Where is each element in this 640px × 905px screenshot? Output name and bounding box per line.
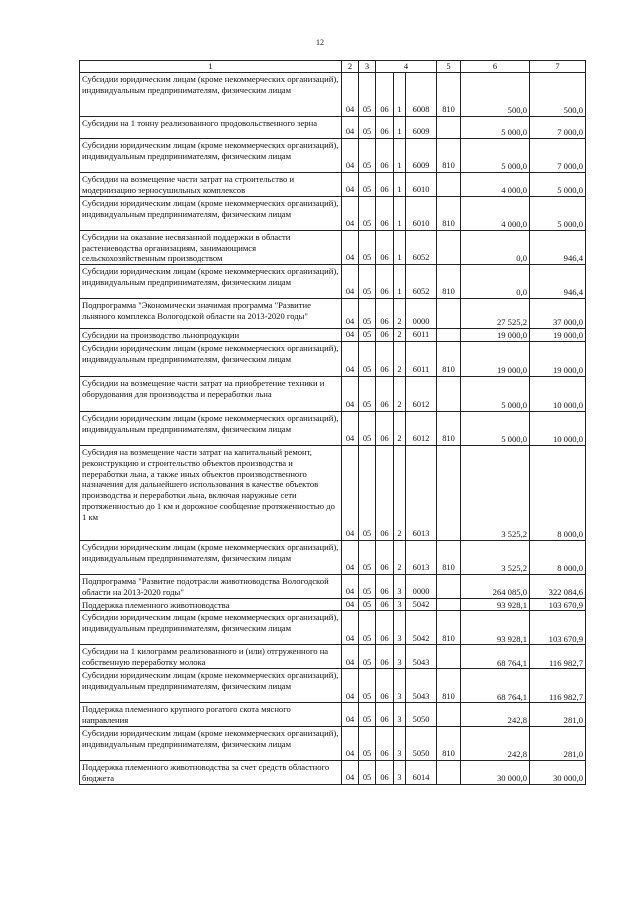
code-article-c: 6009	[406, 116, 437, 138]
amount-col-6: 5 000,0	[461, 138, 530, 172]
table-row	[80, 645, 586, 669]
code-subsection: 05	[359, 445, 376, 540]
code-article-a: 06	[376, 669, 394, 703]
code-section: 04	[342, 72, 359, 116]
amount-col-6: 0,0	[461, 265, 530, 299]
row-name: Субсидии юридическим лицам (кроме некоммерческих организаций), индивидуальным предпринимателям, физическим лицам	[80, 669, 342, 703]
amount-col-6: 5 000,0	[461, 411, 530, 445]
code-expense-type	[437, 172, 461, 196]
code-article-b: 1	[394, 116, 406, 138]
code-section: 04	[342, 265, 359, 299]
row-name: Подпрограмма "Развитие подотрасли животноводства Вологодской области на 2013-2020 годы"	[80, 574, 342, 598]
table-row	[80, 703, 586, 727]
table-row	[80, 376, 586, 411]
amount-col-7: 5 000,0	[530, 196, 586, 230]
code-subsection: 05	[359, 376, 376, 411]
header-col-7: 7	[530, 61, 586, 73]
code-article-a: 06	[376, 645, 394, 669]
amount-col-7: 10 000,0	[530, 376, 586, 411]
code-article-b: 2	[394, 299, 406, 329]
table-row	[80, 172, 586, 196]
code-article-b: 3	[394, 574, 406, 598]
code-article-a: 06	[376, 265, 394, 299]
header-col-1: 1	[80, 61, 342, 73]
code-article-a: 06	[376, 598, 394, 611]
amount-col-6: 3 525,2	[461, 540, 530, 574]
row-name: Субсидии на производство льнопродукции	[80, 329, 342, 342]
code-section: 04	[342, 574, 359, 598]
amount-col-6: 3 525,2	[461, 445, 530, 540]
row-name: Субсидии юридическим лицам (кроме некоммерческих организаций), индивидуальным предпринимателям, физическим лицам	[80, 726, 342, 760]
code-expense-type: 810	[437, 669, 461, 703]
code-section: 04	[342, 598, 359, 611]
code-section: 04	[342, 726, 359, 760]
code-section: 04	[342, 341, 359, 376]
row-name: Поддержка племенного животноводства за счет средств областного бюджета	[80, 760, 342, 784]
code-section: 04	[342, 172, 359, 196]
code-article-c: 5043	[406, 669, 437, 703]
code-subsection: 05	[359, 574, 376, 598]
amount-col-6: 93 928,1	[461, 611, 530, 645]
code-article-b: 2	[394, 341, 406, 376]
code-article-b: 3	[394, 611, 406, 645]
code-subsection: 05	[359, 703, 376, 727]
code-article-b: 3	[394, 669, 406, 703]
code-article-c: 6014	[406, 760, 437, 784]
code-subsection: 05	[359, 299, 376, 329]
row-name: Субсидии на оказание несвязанной поддержки в области растениеводства организациям, занимающимся сельскохозяйственным производством	[80, 230, 342, 264]
table-row	[80, 411, 586, 445]
code-expense-type: 810	[437, 341, 461, 376]
code-section: 04	[342, 196, 359, 230]
code-article-b: 2	[394, 411, 406, 445]
amount-col-6: 4 000,0	[461, 172, 530, 196]
amount-col-7: 116 982,7	[530, 645, 586, 669]
amount-col-7: 7 000,0	[530, 138, 586, 172]
code-subsection: 05	[359, 760, 376, 784]
code-article-a: 06	[376, 611, 394, 645]
code-section: 04	[342, 329, 359, 342]
code-subsection: 05	[359, 598, 376, 611]
code-article-b: 3	[394, 760, 406, 784]
code-article-c: 6011	[406, 341, 437, 376]
row-name: Подпрограмма "Экономически значимая программа "Развитие льняного комплекса Вологодской области на 2013-2020 годы"	[80, 299, 342, 329]
amount-col-7: 8 000,0	[530, 540, 586, 574]
code-article-c: 6009	[406, 138, 437, 172]
row-name: Субсидии юридическим лицам (кроме некоммерческих организаций), индивидуальным предпринимателям, физическим лицам	[80, 540, 342, 574]
amount-col-7: 322 084,6	[530, 574, 586, 598]
code-article-b: 1	[394, 230, 406, 264]
code-expense-type	[437, 376, 461, 411]
amount-col-6: 5 000,0	[461, 376, 530, 411]
table-row	[80, 230, 586, 264]
amount-col-6: 5 000,0	[461, 116, 530, 138]
code-article-a: 06	[376, 726, 394, 760]
code-article-a: 06	[376, 540, 394, 574]
amount-col-6: 0,0	[461, 230, 530, 264]
code-article-a: 06	[376, 574, 394, 598]
code-section: 04	[342, 116, 359, 138]
amount-col-6: 242,8	[461, 726, 530, 760]
table-row	[80, 726, 586, 760]
row-name: Субсидии на возмещение части затрат на приобретение техники и оборудования для производства и переработки льна	[80, 376, 342, 411]
code-section: 04	[342, 703, 359, 727]
code-subsection: 05	[359, 726, 376, 760]
code-article-b: 1	[394, 72, 406, 116]
code-article-c: 6012	[406, 411, 437, 445]
code-section: 04	[342, 760, 359, 784]
code-subsection: 05	[359, 411, 376, 445]
code-expense-type	[437, 230, 461, 264]
code-article-b: 1	[394, 138, 406, 172]
amount-col-7: 30 000,0	[530, 760, 586, 784]
code-expense-type	[437, 329, 461, 342]
code-subsection: 05	[359, 265, 376, 299]
table-row	[80, 72, 586, 116]
code-article-c: 0000	[406, 574, 437, 598]
table-row	[80, 341, 586, 376]
code-expense-type	[437, 574, 461, 598]
amount-col-7: 946,4	[530, 230, 586, 264]
code-article-a: 06	[376, 445, 394, 540]
code-expense-type	[437, 645, 461, 669]
code-section: 04	[342, 299, 359, 329]
code-expense-type: 810	[437, 196, 461, 230]
code-article-c: 6010	[406, 196, 437, 230]
code-section: 04	[342, 411, 359, 445]
code-expense-type: 810	[437, 138, 461, 172]
table-row	[80, 598, 586, 611]
header-row	[80, 61, 586, 73]
row-name: Субсидии юридическим лицам (кроме некоммерческих организаций), индивидуальным предпринимателям, физическим лицам	[80, 411, 342, 445]
code-subsection: 05	[359, 138, 376, 172]
code-article-c: 5050	[406, 703, 437, 727]
code-article-c: 6012	[406, 376, 437, 411]
code-section: 04	[342, 230, 359, 264]
amount-col-6: 264 085,0	[461, 574, 530, 598]
table-row	[80, 445, 586, 540]
table-row	[80, 116, 586, 138]
code-subsection: 05	[359, 230, 376, 264]
amount-col-6: 68 764,1	[461, 669, 530, 703]
code-expense-type	[437, 116, 461, 138]
amount-col-7: 5 000,0	[530, 172, 586, 196]
code-section: 04	[342, 138, 359, 172]
code-article-b: 2	[394, 540, 406, 574]
code-expense-type: 810	[437, 540, 461, 574]
row-name: Субсидии юридическим лицам (кроме некоммерческих организаций), индивидуальным предпринимателям, физическим лицам	[80, 72, 342, 116]
amount-col-7: 103 670,9	[530, 598, 586, 611]
header-col-6: 6	[461, 61, 530, 73]
code-article-a: 06	[376, 341, 394, 376]
code-article-a: 06	[376, 329, 394, 342]
amount-col-6: 242,8	[461, 703, 530, 727]
amount-col-6: 4 000,0	[461, 196, 530, 230]
amount-col-7: 7 000,0	[530, 116, 586, 138]
row-name: Субсидия на возмещение части затрат на капитальный ремонт, реконструкцию и строительство объектов производства и переработки льна, а также иных объектов производственного назначения для дальнейшего использования в качестве объектов производства и переработки льна, включая наружные сети протяженностью до 1 км и дорожное сообщение протяженностью до 1 км	[80, 445, 342, 540]
code-expense-type	[437, 703, 461, 727]
amount-col-6: 19 000,0	[461, 341, 530, 376]
table-row	[80, 196, 586, 230]
code-article-c: 5043	[406, 645, 437, 669]
amount-col-7: 281,0	[530, 726, 586, 760]
amount-col-6: 19 000,0	[461, 329, 530, 342]
amount-col-7: 116 982,7	[530, 669, 586, 703]
code-section: 04	[342, 445, 359, 540]
code-subsection: 05	[359, 341, 376, 376]
code-subsection: 05	[359, 540, 376, 574]
code-article-a: 06	[376, 376, 394, 411]
code-subsection: 05	[359, 196, 376, 230]
code-article-b: 2	[394, 376, 406, 411]
row-name: Субсидии юридическим лицам (кроме некоммерческих организаций), индивидуальным предпринимателям, физическим лицам	[80, 265, 342, 299]
code-expense-type: 810	[437, 411, 461, 445]
header-col-2: 2	[342, 61, 359, 73]
table-row	[80, 299, 586, 329]
row-name: Поддержка племенного крупного рогатого скота мясного направления	[80, 703, 342, 727]
amount-col-7: 946,4	[530, 265, 586, 299]
code-article-c: 0000	[406, 299, 437, 329]
code-article-b: 3	[394, 703, 406, 727]
code-expense-type	[437, 760, 461, 784]
code-article-c: 6011	[406, 329, 437, 342]
code-article-c: 6052	[406, 265, 437, 299]
code-section: 04	[342, 376, 359, 411]
row-name: Субсидии на 1 тонну реализованного продовольственного зерна	[80, 116, 342, 138]
table-row	[80, 574, 586, 598]
code-article-a: 06	[376, 299, 394, 329]
amount-col-7: 500,0	[530, 72, 586, 116]
code-article-c: 5042	[406, 598, 437, 611]
code-expense-type: 810	[437, 72, 461, 116]
code-article-b: 3	[394, 598, 406, 611]
header-col-4: 4	[376, 61, 437, 73]
code-article-b: 1	[394, 172, 406, 196]
code-article-a: 06	[376, 230, 394, 264]
code-article-a: 06	[376, 760, 394, 784]
row-name: Субсидии на возмещение части затрат на строительство и модернизацию зерносушильных комплексов	[80, 172, 342, 196]
row-name: Субсидии юридическим лицам (кроме некоммерческих организаций), индивидуальным предпринимателям, физическим лицам	[80, 611, 342, 645]
code-article-c: 6013	[406, 445, 437, 540]
code-expense-type: 810	[437, 726, 461, 760]
amount-col-6: 93 928,1	[461, 598, 530, 611]
amount-col-7: 281,0	[530, 703, 586, 727]
code-subsection: 05	[359, 645, 376, 669]
table-row	[80, 669, 586, 703]
amount-col-7: 37 000,0	[530, 299, 586, 329]
code-subsection: 05	[359, 669, 376, 703]
code-article-a: 06	[376, 172, 394, 196]
amount-col-7: 8 000,0	[530, 445, 586, 540]
code-subsection: 05	[359, 329, 376, 342]
header-col-3: 3	[359, 61, 376, 73]
code-subsection: 05	[359, 172, 376, 196]
table-row	[80, 760, 586, 784]
header-col-5: 5	[437, 61, 461, 73]
code-article-b: 1	[394, 265, 406, 299]
code-article-a: 06	[376, 72, 394, 116]
table-row	[80, 329, 586, 342]
code-article-c: 6008	[406, 72, 437, 116]
code-article-a: 06	[376, 138, 394, 172]
code-subsection: 05	[359, 72, 376, 116]
code-article-c: 6010	[406, 172, 437, 196]
amount-col-6: 500,0	[461, 72, 530, 116]
code-article-b: 1	[394, 196, 406, 230]
code-expense-type	[437, 299, 461, 329]
row-name: Субсидии юридическим лицам (кроме некоммерческих организаций), индивидуальным предпринимателям, физическим лицам	[80, 196, 342, 230]
code-article-a: 06	[376, 116, 394, 138]
row-name: Субсидии на 1 килограмм реализованного и (или) отгруженного на собственную переработку молока	[80, 645, 342, 669]
amount-col-6: 30 000,0	[461, 760, 530, 784]
amount-col-7: 10 000,0	[530, 411, 586, 445]
code-article-c: 6013	[406, 540, 437, 574]
code-section: 04	[342, 669, 359, 703]
table-row	[80, 138, 586, 172]
amount-col-7: 103 670,9	[530, 611, 586, 645]
code-article-b: 2	[394, 329, 406, 342]
amount-col-7: 19 000,0	[530, 329, 586, 342]
code-section: 04	[342, 645, 359, 669]
code-article-b: 3	[394, 726, 406, 760]
code-article-a: 06	[376, 703, 394, 727]
code-article-a: 06	[376, 411, 394, 445]
code-section: 04	[342, 611, 359, 645]
row-name: Поддержка племенного животноводства	[80, 598, 342, 611]
code-expense-type	[437, 598, 461, 611]
amount-col-6: 68 764,1	[461, 645, 530, 669]
code-subsection: 05	[359, 611, 376, 645]
row-name: Субсидии юридическим лицам (кроме некоммерческих организаций), индивидуальным предпринимателям, физическим лицам	[80, 341, 342, 376]
row-name: Субсидии юридическим лицам (кроме некоммерческих организаций), индивидуальным предпринимателям, физическим лицам	[80, 138, 342, 172]
code-article-b: 3	[394, 645, 406, 669]
amount-col-6: 27 525,2	[461, 299, 530, 329]
code-subsection: 05	[359, 116, 376, 138]
code-article-c: 5050	[406, 726, 437, 760]
code-article-a: 06	[376, 196, 394, 230]
code-article-b: 2	[394, 445, 406, 540]
code-expense-type	[437, 445, 461, 540]
code-article-c: 5042	[406, 611, 437, 645]
code-section: 04	[342, 540, 359, 574]
code-expense-type: 810	[437, 611, 461, 645]
table-row	[80, 611, 586, 645]
page-number: 12	[316, 38, 324, 47]
amount-col-7: 19 000,0	[530, 341, 586, 376]
budget-table	[79, 60, 586, 785]
table-row	[80, 540, 586, 574]
code-article-c: 6052	[406, 230, 437, 264]
code-expense-type: 810	[437, 265, 461, 299]
table-row	[80, 265, 586, 299]
